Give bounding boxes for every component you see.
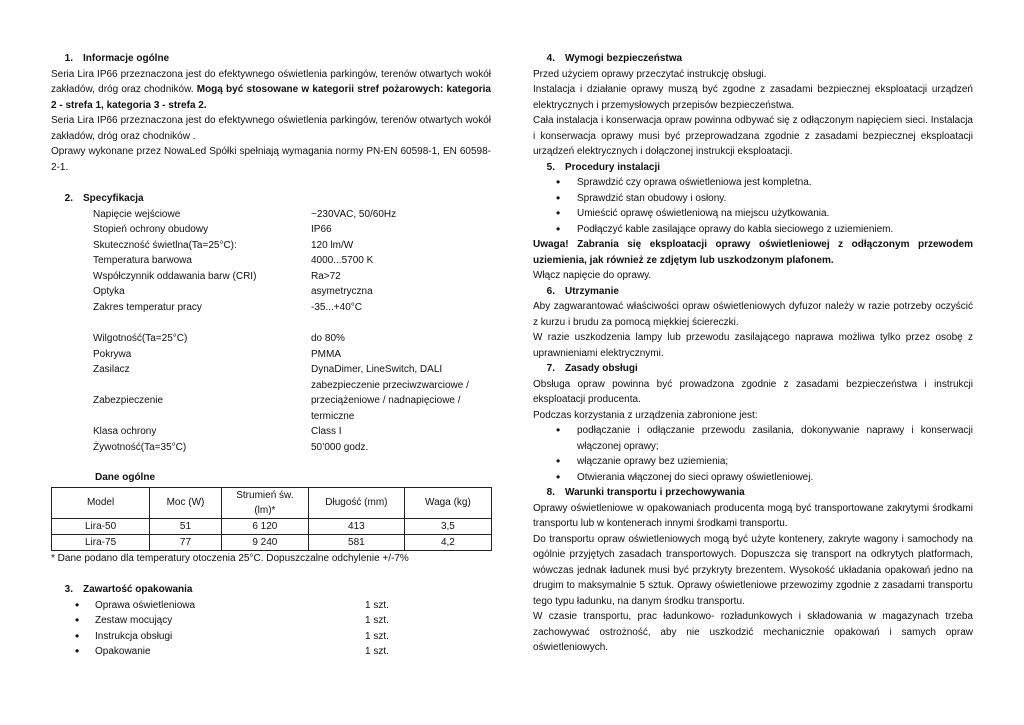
paragraph: Obsługa opraw powinna być prowadzona zgodnie z zasadami bezpieczeństwa i instrukcji eksploatacji producenta. — [533, 378, 973, 405]
spec-key: Pokrywa — [93, 348, 132, 360]
table-header-cell: Długość (mm) — [308, 487, 404, 518]
list-item: • Otwierania włączonej do sieci oprawy oświetleniowej. — [533, 470, 973, 486]
table-cell: Lira-75 — [52, 534, 150, 550]
table-header-row — [52, 487, 492, 518]
table-header-cell: Model — [52, 487, 150, 518]
list-item: • Sprawdzić stan obudowy i osłony. — [533, 191, 973, 207]
spec-key: Stopień ochrony obudowy — [93, 224, 209, 235]
table-cell: 3,5 — [404, 518, 491, 534]
item-quantity: 1 szt. — [365, 599, 389, 611]
table-cell: 9 240 — [221, 534, 308, 550]
item-quantity: 1 szt. — [365, 615, 389, 626]
section-number: 8. — [546, 487, 555, 498]
table-cell: Lira-50 — [52, 518, 150, 534]
spec-row — [51, 238, 491, 254]
paragraph: Aby zagwarantować właściwości opraw oświetleniowych dyfuzor należy w razie potrzeby oczyścić z kurzu i brudu za pomocą miękkiej ściereczki. — [533, 301, 973, 328]
table-footnote: * Dane podano dla temperatury otoczenia 25°C. Dopuszczalne odchylenie +/-7% — [51, 552, 409, 564]
list-item: • podłączanie i odłączanie przewodu zasilania, dokonywanie naprawy i konserwacji włączonej oprawy; — [533, 423, 973, 454]
table-cell: 581 — [308, 534, 404, 550]
spec-list — [51, 207, 491, 456]
paragraph: Włącz napięcie do oprawy. — [533, 270, 652, 281]
list-item: • włączanie oprawy bez uziemienia; — [533, 454, 973, 470]
spec-value: ~230VAC, 50/60Hz — [311, 208, 397, 220]
left-column — [51, 51, 491, 660]
table-header-cell: Waga (kg) — [404, 487, 491, 518]
spec-key: Skuteczność świetlna(Ta=25°C): — [93, 239, 237, 251]
section-2-heading — [51, 191, 491, 207]
spec-value: do 80% — [311, 333, 345, 344]
spec-key: Napięcie wejściowe — [93, 208, 181, 220]
section-4-heading — [533, 51, 973, 67]
item-quantity: 1 szt. — [365, 630, 389, 642]
spec-key: Optyka — [93, 286, 125, 297]
list-item — [51, 598, 491, 614]
table-cell: 413 — [308, 518, 404, 534]
spec-value: 4000...5700 K — [311, 255, 374, 266]
table-row — [52, 534, 492, 550]
spec-row-protection — [51, 378, 491, 425]
spec-row — [51, 331, 491, 347]
spec-value: DynaDimer, LineSwitch, DALI — [311, 364, 443, 375]
spec-value: zabezpieczenie przeciwzwarciowe / przeciążeniowe / nadnapięciowe / termiczne — [311, 379, 469, 422]
spec-row — [51, 222, 491, 238]
section-title: Wymogi bezpieczeństwa — [565, 53, 683, 64]
paragraph-text: Seria Lira IP66 przeznaczona jest do efektywnego oświetlenia parkingów, terenów otwartych wokół zakładów, dróg oraz chodników. — [51, 68, 491, 95]
spec-row — [51, 207, 491, 223]
table-header-cell: Strumień św. (lm)* — [221, 487, 308, 518]
spec-value: asymetryczna — [311, 286, 373, 297]
section-title: Informacje ogólne — [83, 53, 170, 64]
table-cell: 4,2 — [404, 534, 491, 550]
spec-value: 120 lm/W — [311, 239, 354, 251]
paragraph: Podczas korzystania z urządzenia zabronione jest: — [533, 409, 758, 421]
list-item — [51, 629, 491, 645]
section-title: Utrzymanie — [565, 285, 619, 297]
spec-key: Wilgotność(Ta=25°C) — [93, 333, 188, 344]
paragraph: Oprawy oświetleniowe w opakowaniach producenta mogą być transportowane zakrytymi środkami transportu lub w kontenerach innymi środkami transportu. — [533, 502, 973, 529]
table-row — [52, 518, 492, 534]
item-name: • Opakowanie — [95, 646, 151, 657]
spec-row — [51, 284, 491, 300]
spec-key: Zabezpieczenie — [93, 395, 164, 406]
section-8-heading — [533, 485, 973, 501]
paragraph-bold-text: Mogą być stosowane w kategorii stref pożarowych: kategoria 2 - strefa 1, kategoria 3 - strefa 2. — [51, 84, 491, 111]
section-1-heading — [51, 51, 491, 67]
section-1-paragraph-2: Seria Lira IP66 przeznaczona jest do efektywnego oświetlenia parkingów, terenów otwartych wokół zakładów, dróg oraz chodników . — [51, 115, 491, 142]
section-number: 4. — [546, 53, 555, 64]
section-title: Specyfikacja — [83, 193, 144, 204]
list-item: • Podłączyć kable zasilające oprawy do kabla sieciowego z uziemieniem. — [533, 222, 973, 238]
paragraph: Instalacja i działanie oprawy muszą być zgodne z zasadami bezpiecznej eksploatacji urządzeń elektrycznych i przemysłowych przepisów bezpieczeństwa. — [533, 84, 973, 111]
spec-row — [51, 440, 491, 456]
section-7-heading — [533, 361, 973, 377]
section-title: Procedury instalacji — [565, 161, 661, 173]
spec-row — [51, 347, 491, 363]
general-data-table — [51, 487, 492, 551]
section-number: 1. — [64, 53, 73, 64]
list-item: • Sprawdzić czy oprawa oświetleniowa jest kompletna. — [533, 175, 973, 191]
item-name: • Oprawa oświetleniowa — [95, 599, 196, 611]
section-number: 6. — [546, 285, 555, 297]
section-5-heading — [533, 160, 973, 176]
prohibited-actions-list — [533, 423, 973, 485]
general-data-title: Dane ogólne — [95, 472, 156, 483]
spec-row — [51, 424, 491, 440]
table-cell: 51 — [150, 518, 222, 534]
right-column — [533, 51, 973, 656]
spec-value: Class I — [311, 426, 342, 437]
table-cell: 77 — [150, 534, 222, 550]
section-6-heading — [533, 284, 973, 300]
section-title: Zawartość opakowania — [83, 584, 193, 595]
list-item — [51, 644, 491, 660]
spec-key: Zakres temperatur pracy — [93, 301, 202, 313]
spec-key: Temperatura barwowa — [93, 255, 192, 266]
section-title: Warunki transportu i przechowywania — [565, 487, 745, 498]
item-quantity: 1 szt. — [365, 646, 389, 657]
spec-row — [51, 300, 491, 316]
spec-key: Żywotność(Ta=35°C) — [93, 441, 187, 453]
spec-row — [51, 362, 491, 378]
spec-value: 50’000 godz. — [311, 441, 369, 453]
section-number: 2. — [64, 193, 73, 204]
item-name: • Zestaw mocujący — [95, 615, 173, 626]
paragraph: W razie uszkodzenia lampy lub przewodu zasilającego naprawa możliwa tylko przez osobę z uprawnieniami elektrycznymi. — [533, 332, 973, 359]
paragraph: W czasie transportu, prac ładunkowo- rozładunkowych i składowania w magazynach trzeba zachowywać ostrożność, aby nie uszkodzić mechanicznie opakowań i samych opraw oświetleniowych. — [533, 611, 973, 653]
spec-value: PMMA — [311, 348, 341, 360]
table-header-cell: Moc (W) — [150, 487, 222, 518]
table-cell: 6 120 — [221, 518, 308, 534]
paragraph: Przed użyciem oprawy przeczytać instrukcję obsługi. — [533, 68, 767, 80]
section-number: 3. — [64, 584, 73, 595]
section-3-heading — [51, 582, 491, 598]
package-contents-list — [51, 598, 491, 660]
item-name: • Instrukcja obsługi — [95, 630, 173, 642]
spec-key: Zasilacz — [93, 364, 130, 375]
warning-text: Uwaga! Zabrania się eksploatacji oprawy oświetleniowej z odłączonym przewodem uziemienia, jak również ze zdjętym lub uszkodzonym plafonem. — [533, 239, 973, 266]
section-1-paragraph-3: Oprawy wykonane przez NowaLed Spółki spełniają wymagania normy PN-EN 60598-1, EN 60598-2-1. — [51, 146, 491, 173]
list-item: • Umieścić oprawę oświetleniową na miejscu użytkowania. — [533, 206, 973, 222]
installation-steps-list — [533, 175, 973, 237]
spec-value: IP66 — [311, 224, 332, 235]
spec-row — [51, 269, 491, 285]
spec-row — [51, 253, 491, 269]
paragraph: Cała instalacja i konserwacja opraw powinna odbywać się z odłączonym napięciem sieci. Instalacja i konserwacja oprawy musi być przeprowadzana zgodnie z zasadami bezpiecznej eksploatacji urządzeń elektrycznych i dołączonej instrukcji eksploatacji. — [533, 115, 973, 157]
section-number: 7. — [546, 363, 555, 374]
spec-key: Klasa ochrony — [93, 426, 157, 437]
spec-value: -35...+40°C — [311, 301, 362, 313]
list-item — [51, 613, 491, 629]
section-number: 5. — [546, 161, 555, 173]
section-1-paragraph-1 — [51, 67, 491, 114]
spec-value: Ra>72 — [311, 270, 341, 282]
paragraph: Do transportu opraw oświetleniowych mogą być użyte kontenery, zakryte wagony i samochody na ogólnie przyjętych zasadach transportowych. Dopuszcza się transport na odkrytych platformach, wówczas jednak ładunek musi być przykryty brezentem. Wysokość układania opakowań jedno na drugim to maksymalnie 5 sztuk. Oprawy oświetleniowe przewozimy zgodnie z zasadami transportu tego typu ładunku, na danym środku transportu. — [533, 533, 973, 607]
section-title: Zasady obsługi — [565, 363, 638, 374]
spec-key: Współczynnik oddawania barw (CRI) — [93, 270, 257, 282]
